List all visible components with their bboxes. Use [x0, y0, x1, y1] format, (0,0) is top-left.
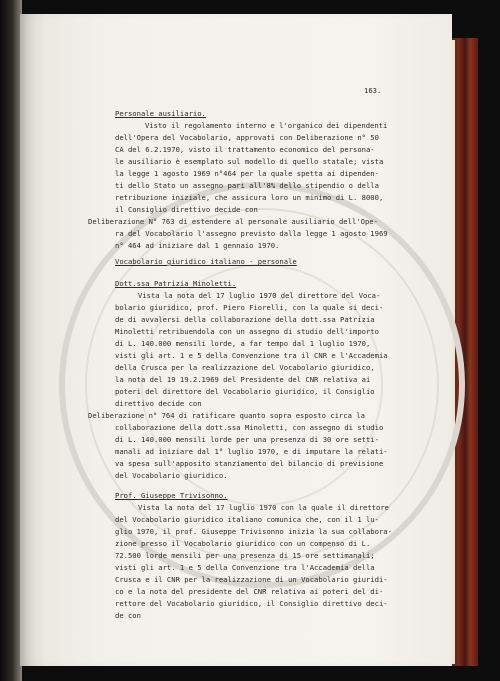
text-line: retribuzione iniziale, che assicura loro un minimo di L. 8000,: [115, 193, 384, 202]
text-line: CA del 6.2.1970, visto il trattamento economico del persona-: [115, 145, 375, 154]
text-line: rettore del Vocabolario giuridico, il Consiglio direttivo deci-: [115, 599, 388, 608]
text-line: ra del Vocabolario l'assegno previsto dalla legge 1 agosto 1969: [115, 229, 388, 238]
text-line: va spesa sull'apposito stanziamento del bilancio di previsione: [115, 459, 384, 468]
page-number: 163.: [364, 86, 382, 95]
text-line: la nota del 19 19.2.1969 del Presidente del CNR relativa ai: [115, 375, 371, 384]
text-line: bolario giuridico, prof. Piero Fiorelli, con la quale si deci-: [115, 303, 384, 312]
text-line: collaborazione della dott.ssa Minoletti, con assegno di studio: [115, 423, 384, 432]
text-line: Vista la nota del 17 luglio 1970 del direttore del Voca-: [138, 291, 381, 300]
subsection-heading: Prof. Giuseppe Trivisonno.: [115, 491, 228, 500]
deliberation-line: Deliberazione n° 764 di ratificare quanto sopra esposto circa la: [88, 411, 365, 420]
text-line: della Crusca per la realizzazione del Vocabolario giuridico,: [115, 363, 375, 372]
text-line: il Consiglio direttivo decide con: [115, 205, 258, 214]
text-line: le ausiliario è esemplato sul modello di quello statale; vista: [115, 157, 384, 166]
document-page: [20, 14, 452, 666]
text-line: di L. 140.000 mensili lorde per una presenza di 30 ore setti-: [115, 435, 379, 444]
text-line: Vista la nota del 17 luglio 1970 con la quale il direttore: [138, 503, 389, 512]
text-line: n° 464 ad iniziare dal 1 gennaio 1970.: [115, 241, 280, 250]
text-line: visti gli art. 1 e 5 della Convenzione tra l'Accademia della: [115, 563, 375, 572]
text-line: visti gli art. 1 e 5 della Convenzione tra il CNR e l'Accademia: [115, 351, 388, 360]
text-line: 72.500 lorde mensili per una presenza di 15 ore settimanali;: [115, 551, 375, 560]
text-line: Visto il regolamento interno e l'organico dei dipendenti: [145, 121, 388, 130]
text-line: del Vocabolario giuridico.: [115, 471, 228, 480]
text-line: del Vocabolario giuridico italiano comunica che, con il 1 lu-: [115, 515, 379, 524]
text-line: de con: [115, 611, 141, 620]
text-line: co e la nota del presidente del CNR relativa ai poteri del di-: [115, 587, 384, 596]
text-line: zione presso il Vocabolario giuridico con un compenso di L.: [115, 539, 371, 548]
text-line: dell'Opera del Vocabolario, approvati con Deliberazione n° 50: [115, 133, 379, 142]
text-line: Minoletti retribuendola con un assegno di studio dell'importo: [115, 327, 379, 336]
section-heading: Vocabolario giuridico italiano - personale: [115, 257, 297, 266]
page-text: [20, 14, 452, 666]
subsection-heading: Dott.ssa Patrizia Minoletti.: [115, 279, 237, 288]
text-line: manali ad iniziare dal 1° luglio 1970, e di imputare la relati-: [115, 447, 388, 456]
deliberation-line: Deliberazione N° 763 di estendere al personale ausiliario dell'Ope-: [88, 217, 378, 226]
facing-page-edge: [0, 0, 22, 681]
section-heading: Personale ausiliario.: [115, 109, 206, 118]
text-line: la legge 1 agosto 1969 n°464 per la quale spetta ai dipenden-: [115, 169, 379, 178]
text-line: poteri del direttore del Vocabolario giuridico, il Consiglio: [115, 387, 375, 396]
text-line: glio 1970, il prof. Giuseppe Trivisonno inizia la sua collabora-: [115, 527, 392, 536]
text-line: di L. 140.000 mensili lorde, a far tempo dal 1 luglio 1970,: [115, 339, 371, 348]
text-line: direttivo decide con: [115, 399, 202, 408]
text-line: Crusca e il CNR per la realizzazione di un Vocabolario giuridi-: [115, 575, 388, 584]
text-line: de di avvalersi della collaborazione della dott.ssa Patrizia: [115, 315, 375, 324]
text-line: ti dello Stato un assegno pari all'8% dello stipendio o della: [115, 181, 379, 190]
